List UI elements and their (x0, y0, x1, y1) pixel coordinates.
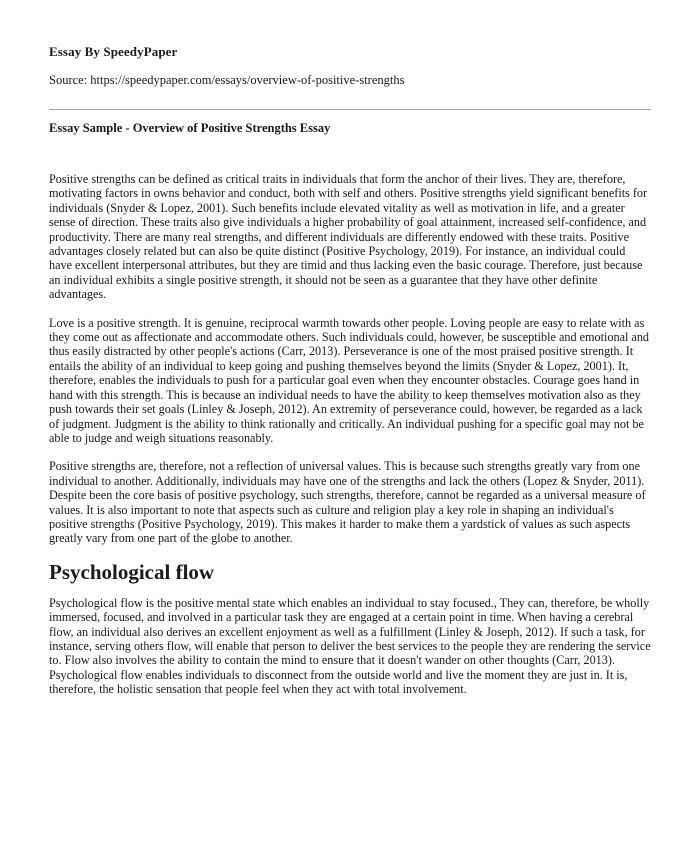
section-heading: Psychological flow (49, 559, 215, 584)
source-line: Source: https://speedypaper.com/essays/overview-of-positive-strengths (49, 73, 405, 87)
document-header-title: Essay By SpeedyPaper (49, 44, 178, 59)
essay-title: Essay Sample - Overview of Positive Strengths Essay (49, 121, 331, 135)
essay-body (49, 172, 651, 711)
paragraph-2: Love is a positive strength. It is genuine, reciprocal warmth towards other people. Loving people are easy to relate with as they come out as affectionate and accommodate others. Such individuals could, however, be susceptible and emotional and thus easily distracted by other people's actions (Carr, 2013). Perseverance is one of the most praised positive strength. It entails the ability of an individual to keep going and pushing themselves beyond the limits (Snyder & Lopez, 2001). It, therefore, enables the individuals to push for a particular goal even when they encounter obstacles. Courage goes hand in hand with this strength. This is because an individual needs to have the ability to keep themselves motivation also as they push towards their set goals (Linley & Joseph, 2012). An extremity of perseverance could, however, be regarded as a lack of judgment. Judgment is the ability to think rationally and critically. An individual pushing for a specific goal may not be able to judge and weigh situations reasonably. (49, 315, 650, 445)
header-divider (49, 109, 651, 110)
section-paragraph: Psychological flow is the positive mental state which enables an individual to stay focused., They can, therefore, be wholly immersed, focused, and involved in a particular task they are engaged at a certain point in time. When having a cerebral flow, an individual also derives an excellent enjoyment as well as a fulfillment (Linley & Joseph, 2012). If such a task, for instance, serving others flow, will enable that person to deliver the best services to the people they are rendering the service to. Flow also involves the ability to contain the mind to ensure that it doesn't wander on other thoughts (Carr, 2013). Psychological flow enables individuals to disconnect from the outside world and live the moment they are just in. It is, therefore, the holistic sensation that people feel when they act with total involvement. (49, 595, 651, 697)
paragraph-3: Positive strengths are, therefore, not a reflection of universal values. This is because such strengths greatly vary from one individual to another. Additionally, individuals may have one of the strengths and lack the others (Lopez & Snyder, 2011). Despite been the core basis of positive psychology, such strengths, therefore, cannot be regarded as a universal measure of values. It is also important to note that aspects such as culture and religion play a key role in shaping an individual's positive strengths (Positive Psychology, 2019). This makes it harder to make them a yardstick of values as such aspects greatly vary from one part of the globe to another. (49, 459, 646, 546)
paragraph-1: Positive strengths can be defined as critical traits in individuals that form the anchor of their lives. They are, therefore, motivating factors in owns behavior and conduct, both with self and others. Positive strengths yield significant benefits for individuals (Snyder & Lopez, 2001). Such benefits include elevated vitality as well as motivation in life, and a greater sense of direction. These traits also give individuals a higher probability of goal attainment, increased self-confidence, and productivity. There are many real strengths, and different individuals are differently endowed with these traits. Positive advantages closely related but can also be quite distinct (Positive Psychology, 2019). For instance, an individual could have excellent interpersonal attributes, but they are timid and thus lacking even the basic courage. Therefore, just because an individual exhibits a single positive strength, it should not be seen as a guarantee that they have other definite advantages. (49, 172, 648, 302)
